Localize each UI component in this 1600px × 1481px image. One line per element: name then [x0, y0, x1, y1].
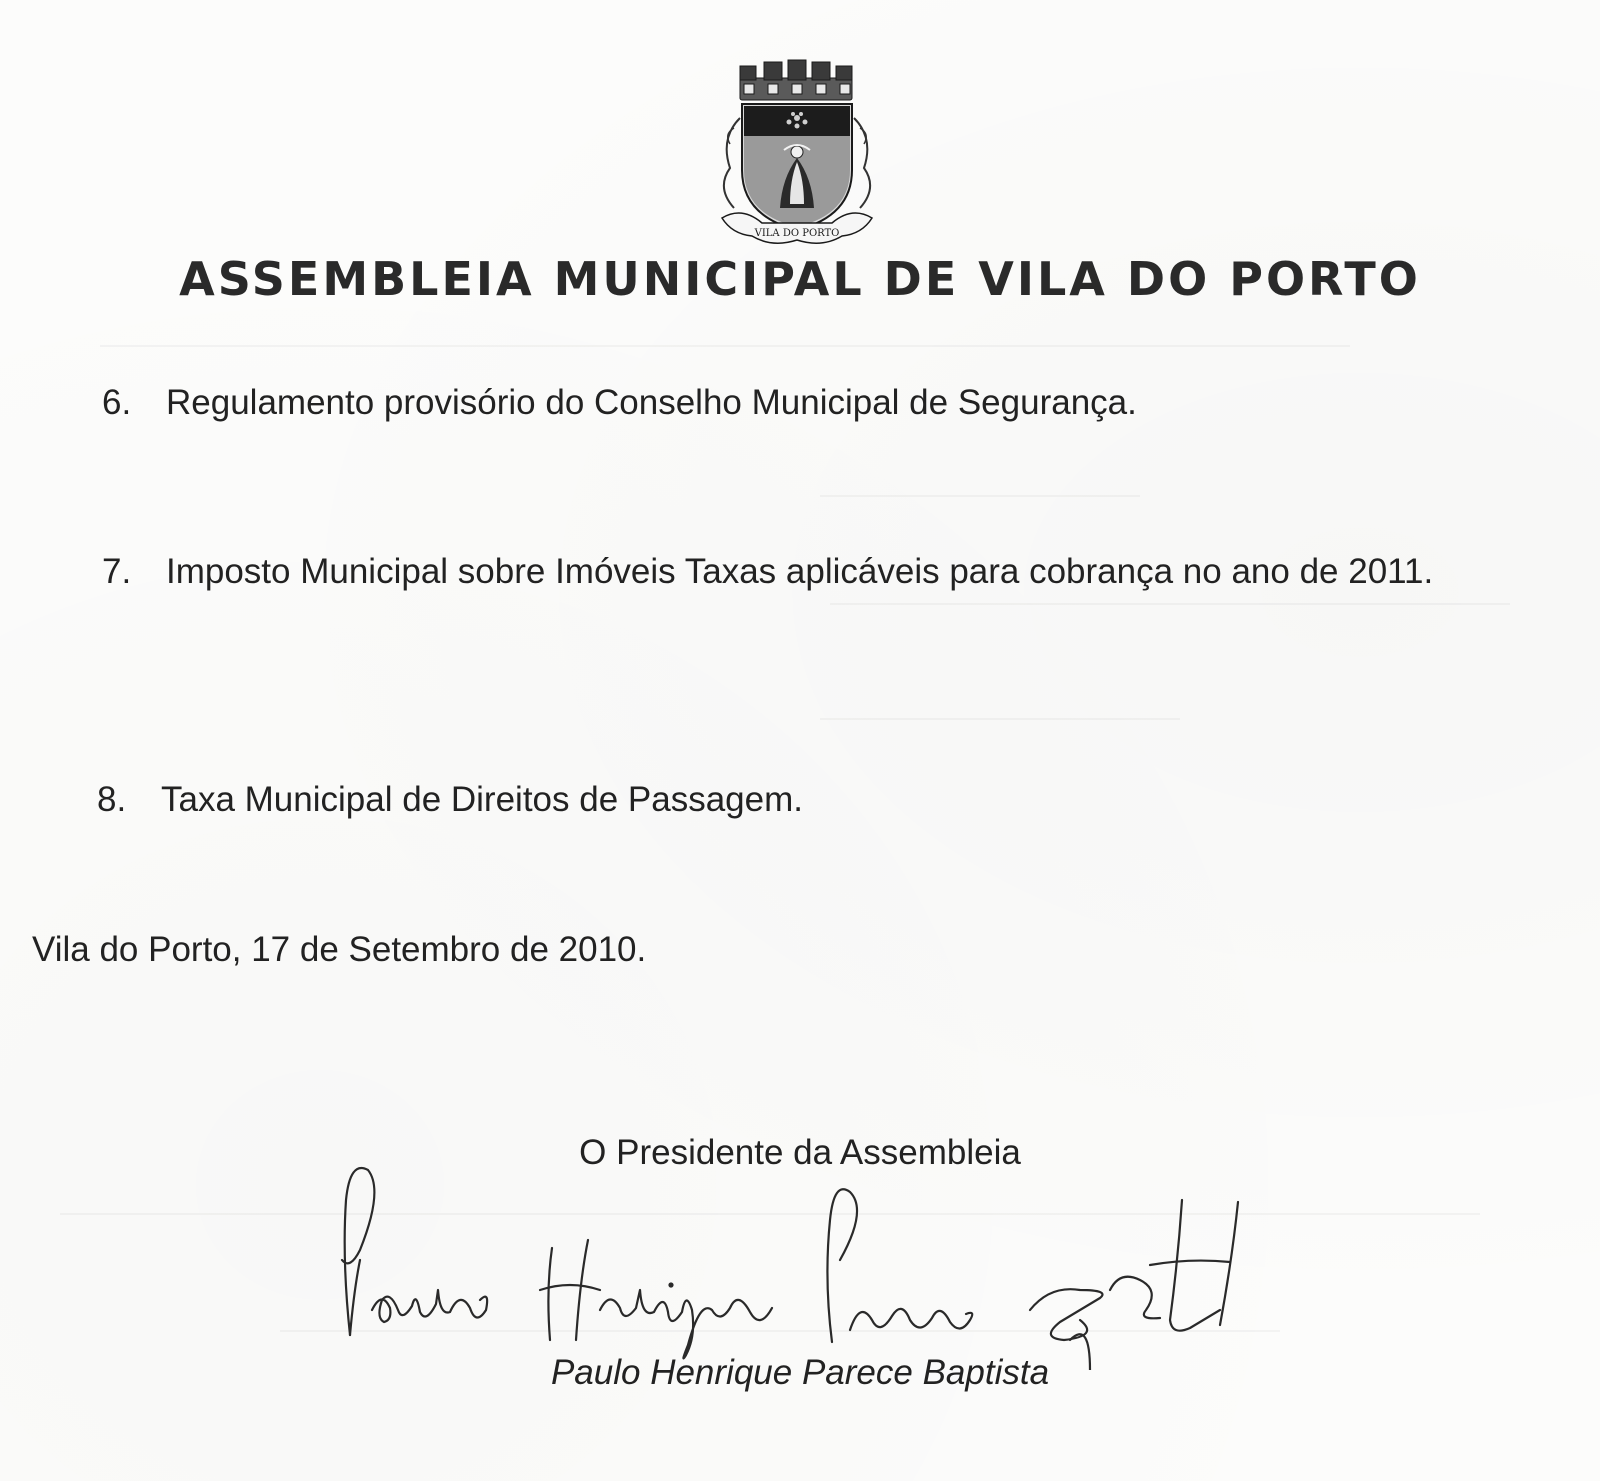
agenda-item-text: Taxa Municipal de Direitos de Passagem. — [161, 780, 803, 819]
bleed-through-mark — [820, 495, 1140, 497]
bleed-through-mark — [820, 718, 1180, 720]
document-title: ASSEMBLEIA MUNICIPAL DE VILA DO PORTO — [179, 252, 1421, 306]
agenda-item-number: 6. — [102, 383, 132, 422]
signatory-role: O Presidente da Assembleia — [579, 1133, 1021, 1172]
signer-name: Paulo Henrique Parece Baptista — [550, 1353, 1050, 1392]
coat-of-arms-icon — [712, 58, 882, 248]
agenda-item — [102, 363, 1562, 443]
agenda-item-text: Regulamento provisório do Conselho Municipal de Segurança. — [166, 383, 1137, 422]
agenda-item — [97, 760, 1557, 840]
agenda-item — [102, 532, 1562, 692]
agenda-item-number: 7. — [102, 552, 132, 591]
handwritten-signature-icon — [320, 1140, 1280, 1370]
place-and-date: Vila do Porto, 17 de Setembro de 2010. — [32, 930, 647, 969]
agenda-item-text: Imposto Municipal sobre Imóveis Taxas aplicáveis para cobrança no ano de 2011. — [166, 552, 1434, 591]
agenda-item-number: 8. — [97, 780, 127, 819]
bleed-through-mark — [100, 345, 1350, 347]
crest-ribbon-text: VILA DO PORTO — [754, 228, 840, 239]
